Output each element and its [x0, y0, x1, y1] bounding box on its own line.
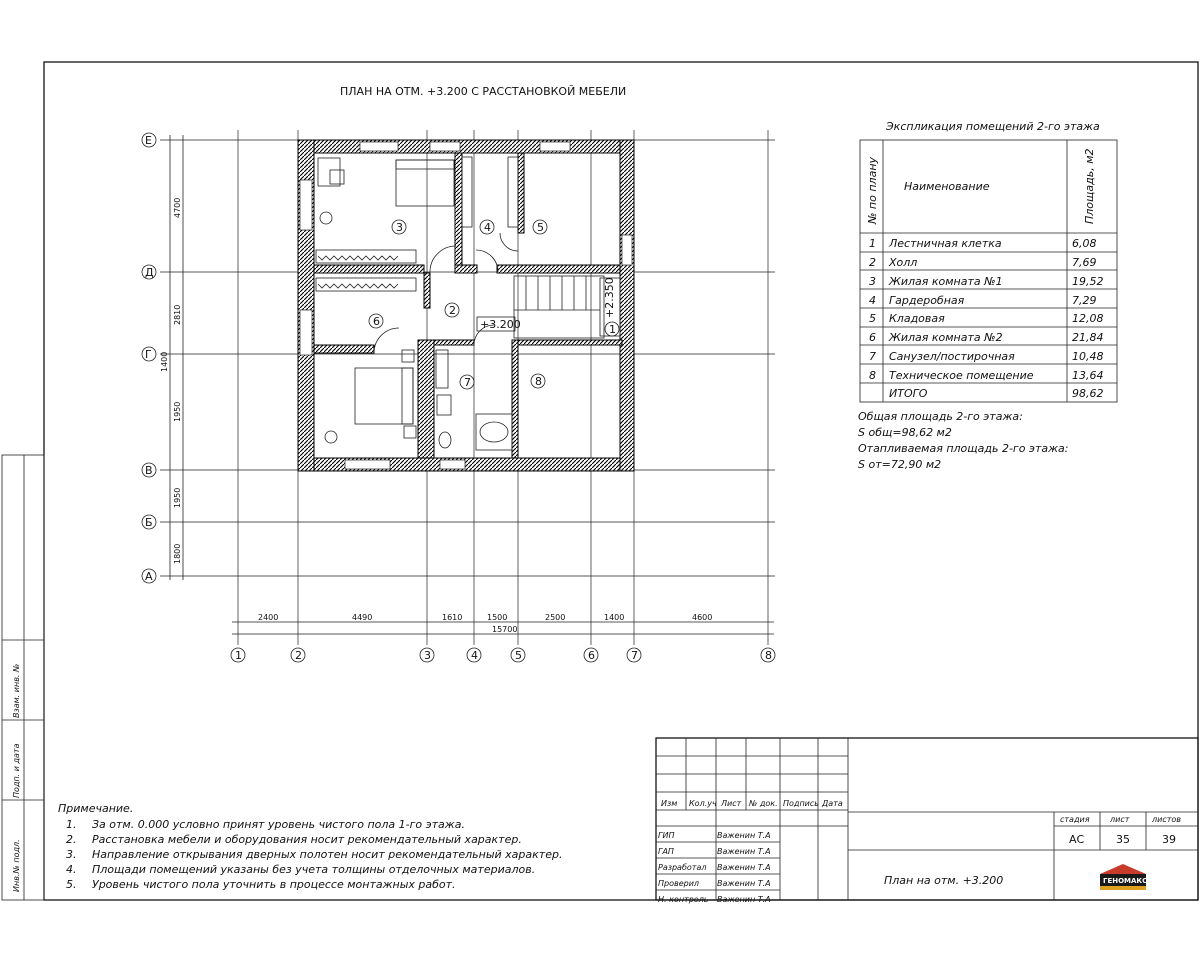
expl-row-num: 1	[869, 237, 876, 250]
axis-label-3: 3	[424, 649, 431, 662]
tb-sheets-value: 39	[1162, 833, 1176, 846]
note-number: 1.	[66, 818, 77, 831]
note-text: За отм. 0.000 условно принят уровень чистого пола 1-го этажа.	[92, 818, 465, 831]
area-note-3: Отапливаемая площадь 2-го этажа:	[858, 442, 1069, 455]
expl-row-area: 7,69	[1072, 256, 1097, 269]
dim-h-7: 4600	[692, 613, 713, 622]
tb-sheet-title: План на отм. +3.200	[884, 874, 1004, 887]
room-label-5: 5	[537, 221, 544, 234]
dim-h-total: 15700	[492, 625, 518, 634]
col-name-header: Наименование	[904, 180, 990, 193]
expl-row-area: 19,52	[1072, 275, 1104, 288]
expl-row-num: 8	[869, 369, 876, 382]
axis-label-e: Е	[145, 134, 152, 147]
expl-row-name: Жилая комната №1	[889, 275, 1003, 288]
tb-role-name: Важенин Т.А	[717, 831, 771, 840]
tb-stage-label: стадия	[1060, 815, 1090, 824]
note-number: 2.	[66, 833, 77, 846]
expl-row-num: 2	[869, 256, 876, 269]
expl-row-name: Холл	[889, 256, 918, 269]
stamp-label-replace: Взам. инв. №	[12, 663, 21, 718]
expl-row-name: Жилая комната №2	[889, 331, 1003, 344]
expl-row-area: 6,08	[1072, 237, 1097, 250]
tb-sheet-value: 35	[1116, 833, 1130, 846]
axis-label-a: А	[145, 570, 153, 583]
tb-role: Проверил	[658, 879, 700, 888]
note-text: Площади помещений указаны без учета толщины отделочных материалов.	[92, 863, 536, 876]
side-stamp	[2, 455, 44, 900]
expl-row-name: Техническое помещение	[889, 369, 1034, 382]
explication-rows	[869, 237, 1104, 400]
explication-title: Экспликация помещений 2-го этажа	[886, 120, 1100, 133]
tb-role: ГИП	[658, 831, 675, 840]
company-logo	[1100, 864, 1147, 890]
expl-row-name: Лестничная клетка	[889, 237, 1002, 250]
axis-label-5: 5	[515, 649, 522, 662]
expl-row-num: 3	[869, 275, 876, 288]
tb-col-list: Лист	[721, 799, 742, 808]
note-number: 3.	[66, 848, 77, 861]
tb-role: ГАП	[658, 847, 674, 856]
vertical-dimensions	[160, 135, 183, 580]
dim-h-4: 1500	[487, 613, 508, 622]
axis-label-4: 4	[471, 649, 478, 662]
expl-row-num: 7	[869, 350, 876, 363]
horizontal-dimensions	[232, 613, 774, 634]
dim-v-6: 1800	[173, 543, 182, 564]
dim-v-5: 1950	[173, 487, 182, 508]
col-area-header: Площадь, м2	[1083, 148, 1096, 224]
axis-label-d: Д	[145, 266, 154, 279]
notes-heading: Примечание.	[58, 802, 134, 815]
expl-row-name: Гардеробная	[889, 294, 965, 307]
note-text: Уровень чистого пола уточнить в процессе монтажных работ.	[92, 878, 456, 891]
tb-role: Н. контроль	[658, 895, 709, 904]
expl-row-name: Санузел/постирочная	[889, 350, 1015, 363]
room-labels	[369, 220, 619, 389]
stair-mark: +2.350	[603, 277, 616, 318]
expl-total-name: ИТОГО	[889, 387, 928, 400]
dim-v-2: 2810	[173, 304, 182, 325]
room-label-8: 8	[535, 375, 542, 388]
dim-v-4: 1950	[173, 401, 182, 422]
dim-h-3: 1610	[442, 613, 463, 622]
logo-text: ГЕНОМАКС	[1103, 877, 1148, 885]
room-label-3: 3	[396, 221, 403, 234]
axis-label-b: Б	[145, 516, 153, 529]
tb-sheet-label: лист	[1110, 815, 1130, 824]
area-note-2: S общ=98,62 м2	[858, 426, 952, 439]
note-text: Расстановка мебели и оборудования носит рекомендательный характер.	[92, 833, 522, 846]
expl-row-area: 12,08	[1072, 312, 1104, 325]
tb-stage-value: АС	[1069, 833, 1085, 846]
expl-row-num: 6	[869, 331, 876, 344]
expl-total-area: 98,62	[1072, 387, 1104, 400]
tb-col-sign: Подпись	[783, 799, 819, 808]
expl-row-area: 21,84	[1072, 331, 1104, 344]
dim-h-2: 4490	[352, 613, 373, 622]
tb-role-name: Важенин Т.А	[717, 895, 771, 904]
stamp-label-inv: Инв.№ подл.	[12, 839, 21, 892]
note-number: 5.	[66, 878, 77, 891]
area-note-4: S от=72,90 м2	[858, 458, 942, 471]
room-label-2: 2	[449, 304, 456, 317]
axis-label-7: 7	[631, 649, 638, 662]
dim-h-1: 2400	[258, 613, 279, 622]
tb-col-koluch: Кол.уч	[689, 799, 717, 808]
title-block	[656, 738, 1198, 900]
tb-role-name: Важенин Т.А	[717, 863, 771, 872]
axis-label-1: 1	[235, 649, 242, 662]
expl-row-num: 4	[869, 294, 876, 307]
tb-sheets-label: листов	[1152, 815, 1181, 824]
stamp-label-sign-date: Подп. и дата	[12, 743, 21, 798]
room-label-7: 7	[464, 376, 471, 389]
axis-label-v: В	[145, 464, 153, 477]
tb-col-doc: № док.	[749, 799, 778, 808]
floor-plan	[298, 140, 634, 471]
tb-role: Разработал	[658, 863, 707, 872]
axis-label-6: 6	[588, 649, 595, 662]
tb-col-izm: Изм	[661, 799, 678, 808]
expl-row-name: Кладовая	[889, 312, 945, 325]
dim-h-5: 2500	[545, 613, 566, 622]
room-label-4: 4	[484, 221, 491, 234]
dim-v-1: 4700	[173, 197, 182, 218]
col-num-header: № по плану	[866, 156, 879, 224]
axis-label-g: Г	[145, 348, 152, 361]
room-label-1: 1	[609, 323, 616, 336]
axis-label-2: 2	[295, 649, 302, 662]
tb-role-name: Важенин Т.А	[717, 847, 771, 856]
room-label-6: 6	[373, 315, 380, 328]
level-mark: +3.200	[480, 318, 521, 331]
area-note-1: Общая площадь 2-го этажа:	[858, 410, 1023, 423]
tb-role-name: Важенин Т.А	[717, 879, 771, 888]
plan-title: ПЛАН НА ОТМ. +3.200 С РАССТАНОВКОЙ МЕБЕЛИ	[340, 85, 627, 98]
dim-h-6: 1400	[604, 613, 625, 622]
expl-row-area: 7,29	[1072, 294, 1097, 307]
notes-list	[66, 818, 562, 891]
expl-row-area: 13,64	[1072, 369, 1104, 382]
tb-col-date: Дата	[822, 799, 843, 808]
note-number: 4.	[66, 863, 77, 876]
axis-label-8: 8	[765, 649, 772, 662]
note-text: Направление открывания дверных полотен носит рекомендательный характер.	[92, 848, 563, 861]
dim-v-3: 1400	[160, 351, 169, 372]
expl-row-area: 10,48	[1072, 350, 1104, 363]
expl-row-num: 5	[869, 312, 876, 325]
